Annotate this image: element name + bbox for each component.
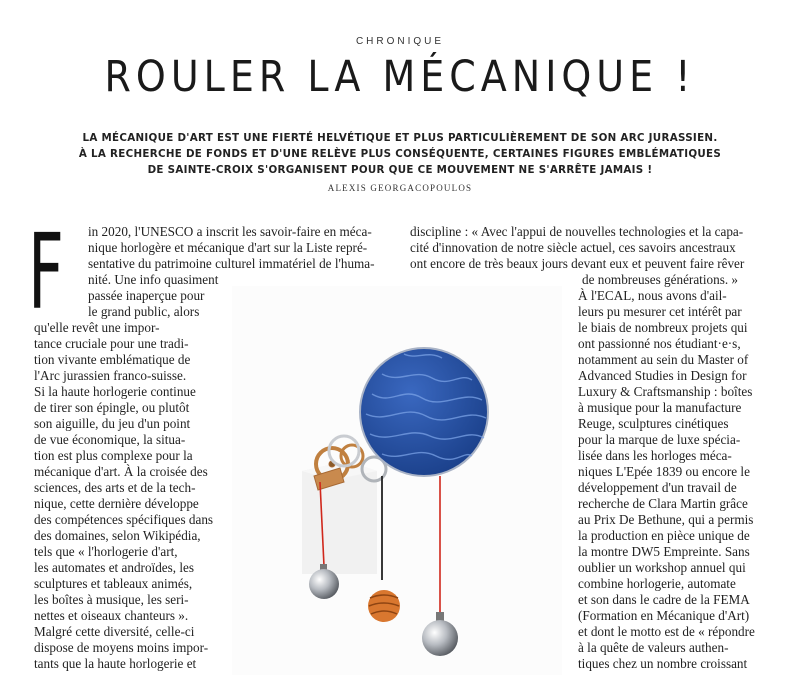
body-text-line: et son dans le cadre de la FEMA: [578, 592, 750, 607]
body-text-line: in 2020, l'UNESCO a inscrit les savoir-faire en méca-: [88, 224, 372, 239]
lead-line: LA MÉCANIQUE D'ART EST UNE FIERTÉ HELVÉTIQUE ET PLUS PARTICULIÈREMENT DE SON ARC JURASSIEN.: [82, 132, 718, 144]
body-text-line: le biais de nombreux projets qui: [578, 320, 748, 335]
body-text-line: niques L'Epée 1839 ou encore le: [578, 464, 750, 479]
body-text-line: leurs pu mesurer cet intérêt par: [578, 304, 742, 319]
body-text-line: tels que « l'horlogerie d'art,: [34, 544, 178, 559]
body-text-line: tants que la haute horlogerie et: [34, 656, 197, 671]
author-byline: ALEXIS GEORGACOPOULOS: [327, 183, 473, 193]
body-text-line: lisée dans les horloges méca-: [578, 448, 732, 463]
body-text-line: les automates et androïdes, les: [34, 560, 195, 575]
body-text-line: tion vivante emblématique de: [34, 352, 191, 367]
body-text-line: sentative du patrimoine culturel immatériel de l'huma-: [88, 256, 375, 271]
body-text-line: des compétences spécifiques dans: [34, 512, 214, 527]
body-text-line: pour la marque de luxe spécia-: [578, 432, 741, 447]
body-text-line: à la quête de valeurs authen-: [578, 640, 729, 655]
section-kicker: CHRONIQUE: [355, 36, 445, 47]
body-text-line: des domaines, selon Wikipédia,: [34, 528, 201, 543]
body-text-line: sculptures et tableaux animés,: [34, 576, 193, 591]
body-text-line: l'Arc jurassien franco-suisse.: [34, 368, 187, 383]
body-text-line: notamment au sein du Master of: [578, 352, 749, 367]
body-text-line: sciences, des arts et de la tech-: [34, 480, 196, 495]
body-text-line: ont passionné nos étudiant·e·s,: [578, 336, 741, 351]
article-title: ROULER LA MÉCANIQUE !: [104, 52, 696, 102]
body-text-line: cité d'innovation de notre siècle actuel, ces savoirs ancestraux: [410, 240, 736, 255]
body-text-line: les boîtes à musique, les seri-: [34, 592, 189, 607]
lead-line: À LA RECHERCHE DE FONDS ET D'UNE RELÈVE PLUS CONSÉQUENTE, CERTAINES FIGURES EMBLÉMATIQUES: [78, 148, 722, 160]
body-text-line: combine horlogerie, automate: [578, 576, 736, 591]
body-text-line: À l'ECAL, nous avons d'ail-: [578, 288, 727, 303]
body-text-line: ont encore de très beaux jours devant eux et peuvent faire rêver: [410, 256, 745, 271]
body-text-line: nique, cette dernière développe: [34, 496, 199, 511]
body-text-line: qu'elle revêt une impor-: [34, 320, 160, 335]
body-text-line: et dont le motto est de « répondre: [578, 624, 755, 639]
body-text-line: à musique pour la manufacture: [578, 400, 742, 415]
body-text-line: oublier un workshop annuel qui: [578, 560, 746, 575]
body-text-line: tion est plus complexe pour la: [34, 448, 193, 463]
lead-line: DE SAINTE-CROIX S'ORGANISENT POUR QUE CE MOUVEMENT NE S'ARRÊTE JAMAIS !: [147, 164, 653, 176]
body-text-line: tiques chez un nombre croissant: [578, 656, 748, 671]
body-text-line: le grand public, alors: [88, 304, 200, 319]
body-text-line: de tirer son épingle, ou plutôt: [34, 400, 190, 415]
body-text-line: recherche de Clara Martin grâce: [578, 496, 748, 511]
body-text-line: la production en pièce unique de: [578, 528, 750, 543]
body-text-line: son aiguille, du jeu d'un point: [34, 416, 191, 431]
body-text-line: mécanique d'art. À la croisée des: [34, 464, 208, 479]
body-text-line: dispose de moyens moins impor-: [34, 640, 209, 655]
body-text-line: tance cruciale pour une tradi-: [34, 336, 189, 351]
body-text-line: Si la haute horlogerie continue: [34, 384, 196, 399]
body-text-line: développement d'un travail de: [578, 480, 737, 495]
body-text-line: Reuge, sculptures cinétiques: [578, 416, 729, 431]
body-text-line: au Prix De Bethune, qui a permis: [578, 512, 754, 527]
body-text-line: nité. Une info quasiment: [88, 272, 219, 287]
body-text-line: nettes et oiseaux chanteurs ».: [34, 608, 189, 623]
body-text-line: (Formation en Mécanique d'Art): [578, 608, 750, 623]
body-text-line: discipline : « Avec l'appui de nouvelles technologies et la capa-: [410, 224, 744, 239]
article-lead: [60, 130, 740, 178]
body-text-line: la montre DW5 Empreinte. Sans: [578, 544, 750, 559]
body-text-line: Malgré cette diversité, celle-ci: [34, 624, 195, 639]
drop-cap: F: [28, 211, 64, 333]
body-text-line: nique horlogère et mécanique d'art sur la Liste repré-: [88, 240, 368, 255]
body-text-line: passée inaperçue pour: [88, 288, 205, 303]
body-text-line: de nombreuses générations. »: [582, 272, 739, 287]
body-text-line: Luxury & Craftsmanship : boîtes: [578, 384, 753, 399]
body-text-line: Advanced Studies in Design for: [578, 368, 747, 383]
body-text-line: de vue économique, la situa-: [34, 432, 186, 447]
kinetic-sculpture-photo: [232, 286, 562, 675]
